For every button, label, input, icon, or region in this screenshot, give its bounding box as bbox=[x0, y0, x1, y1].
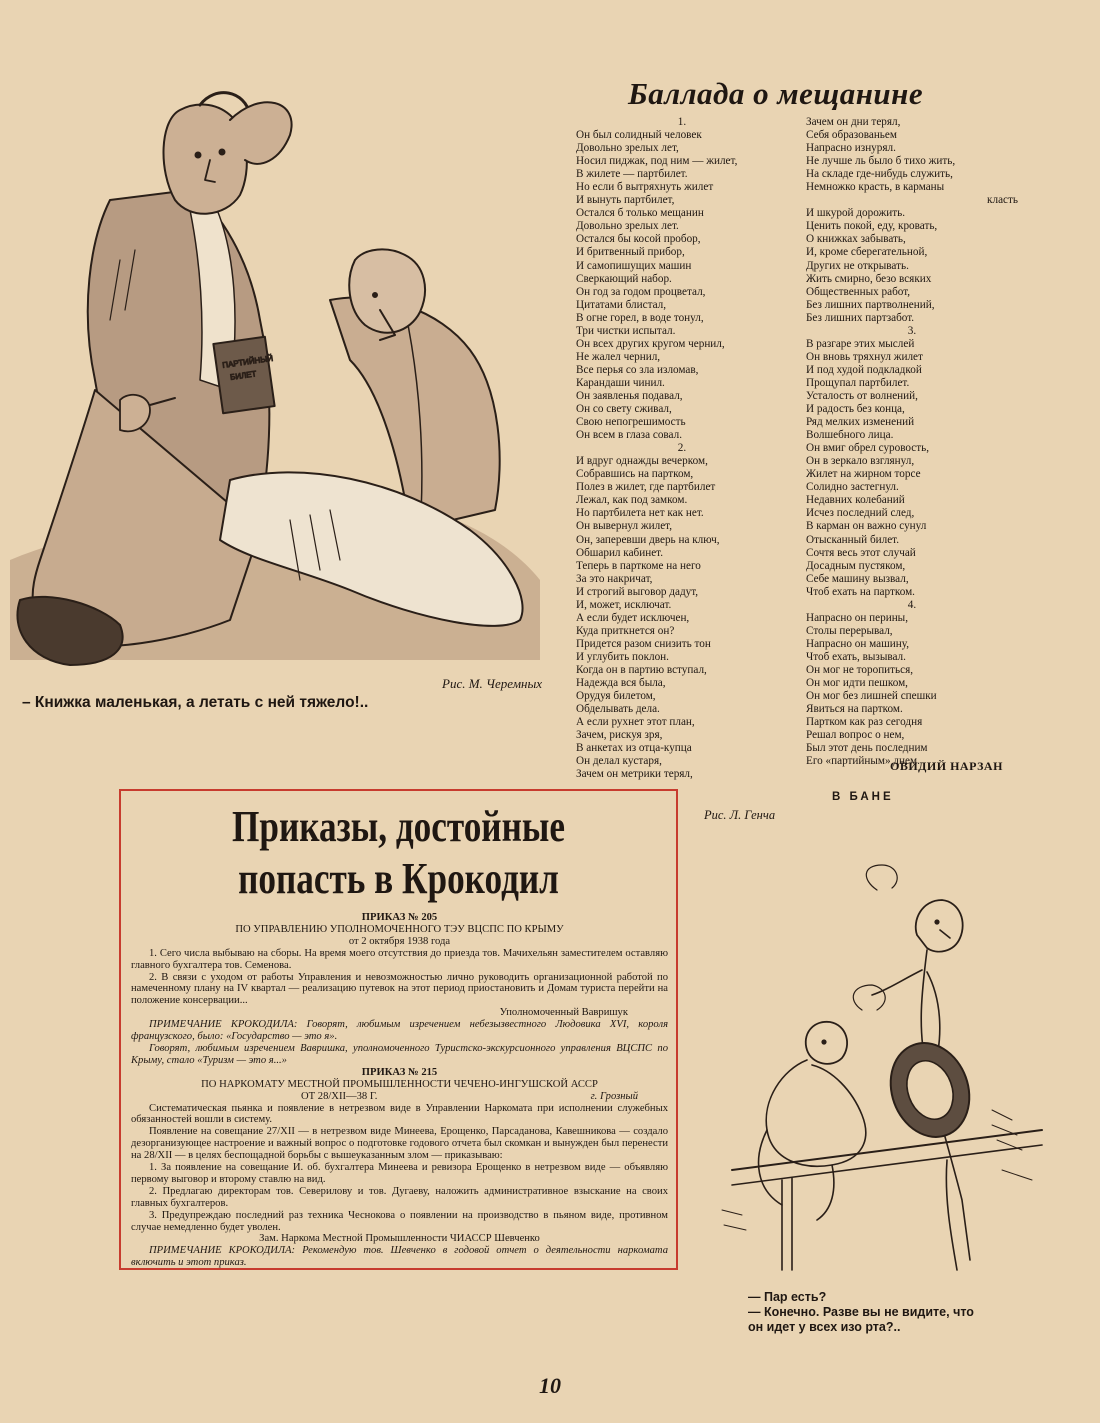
poem-line: Он в зеркало взглянул, bbox=[806, 455, 915, 468]
dialog-line: — Пар есть? bbox=[748, 1290, 827, 1304]
order-paragraph: Систематическая пьянка и появление в нетрезвом виде в Управлении Наркомата при исполнении служебных обязанностей вошли в систему. bbox=[131, 1102, 668, 1126]
poem-line: И, кроме сберегательной, bbox=[806, 246, 928, 259]
poem-line: Был этот день последним bbox=[806, 742, 928, 755]
poem-line: В жилете — партбилет. bbox=[576, 168, 688, 181]
poem-line: Жить смирно, безо всяких bbox=[806, 272, 932, 285]
poem-line: Надежда вся была, bbox=[576, 677, 666, 690]
poem-line: Обделывать дела. bbox=[576, 703, 660, 716]
stanza-number: 4. bbox=[907, 598, 917, 611]
poem-line: И, может, исключат. bbox=[576, 598, 672, 611]
poem-line: Солидно застегнул. bbox=[806, 481, 899, 494]
order-paragraph: 1. Сего числа выбываю на сборы. На время моего отсутствия до приезда тов. Мачихельян заместителем оставляю главного бухгалтера тов. Семенова. bbox=[131, 947, 668, 971]
poem-line: Не жалел чернил, bbox=[576, 350, 661, 363]
poem-line: Остался б только мещанин bbox=[576, 207, 704, 220]
poem-line: Зачем он метрики терял, bbox=[576, 768, 693, 781]
poem-line: Он, заперевши дверь на ключ, bbox=[576, 533, 720, 546]
poem-line: Довольно зрелых лет, bbox=[576, 142, 679, 155]
orders-text bbox=[131, 912, 668, 1269]
orders-title-line: попасть в Крокодил bbox=[238, 854, 559, 903]
stanza-number: 3. bbox=[907, 324, 917, 337]
poem-line: И бритвенный прибор, bbox=[576, 246, 685, 259]
poem-author: ОВИДИЙ НАРЗАН bbox=[890, 759, 1003, 773]
poem-line: Волшебного лица. bbox=[806, 429, 894, 442]
poem-line: В разгаре этих мыслей bbox=[806, 337, 915, 350]
poem-line: Напрасно он машину, bbox=[806, 637, 909, 650]
order-paragraph: 3. Предупреждаю последний раз техника Чеснокова о появлении на производство в пьяном виде, противном случае немедленно будет уволен. bbox=[131, 1209, 668, 1233]
poem-line: Решал вопрос о нем, bbox=[806, 729, 905, 742]
poem-line: И под худой подкладкой bbox=[806, 363, 922, 376]
poem-line: Но если б вытряхнуть жилет bbox=[576, 181, 714, 194]
order-date: от 2 октября 1938 года bbox=[348, 935, 451, 947]
poem-line: Других не открывать. bbox=[806, 259, 909, 272]
poem-line: Теперь в парткоме на него bbox=[576, 559, 701, 572]
poem-line: Сочтя весь этот случай bbox=[806, 546, 916, 559]
book-label: БИЛЕТ bbox=[229, 369, 258, 382]
poem-column-1 bbox=[576, 116, 788, 781]
poem-line: класть bbox=[987, 194, 1018, 207]
poem-line: О книжках забывать, bbox=[806, 233, 906, 246]
dialog-line: — Конечно. Разве вы не видите, что bbox=[748, 1305, 974, 1319]
poem-line: Не лучше ль было б тихо жить, bbox=[806, 155, 956, 168]
ballad-title: Баллада о мещанине bbox=[628, 76, 924, 111]
poem-line: Зачем, рискуя зря, bbox=[576, 729, 663, 742]
page-number: 10 bbox=[539, 1373, 561, 1398]
illustration-credit: Рис. М. Черемных bbox=[442, 676, 543, 691]
poem-line: Он всех других кругом чернил, bbox=[576, 337, 725, 350]
poem-line: Когда он в партию вступал, bbox=[576, 663, 707, 676]
order-date-row bbox=[131, 1091, 668, 1103]
order-heading: ПО НАРКОМАТУ МЕСТНОЙ ПРОМЫШЛЕННОСТИ ЧЕЧЕНО-ИНГУШСКОЙ АССР bbox=[201, 1078, 598, 1090]
book-label: ПАРТИЙНЫЙ bbox=[221, 353, 274, 370]
krokodil-note: Говорят, любимым изречением Вавришка, уполномоченного Туристско-экскурсионного управления ВЦСПС по Крыму, стало «Туризм — это я...» bbox=[131, 1042, 668, 1066]
poem-line: Сверкающий набор. bbox=[576, 272, 672, 285]
poem-line: Он мог без лишней спешки bbox=[806, 690, 937, 703]
poem-line: Столы перерывал, bbox=[806, 624, 893, 637]
poem-line: Чтоб ехать на партком. bbox=[806, 585, 915, 598]
poem-line: Он вывернул жилет, bbox=[576, 520, 673, 533]
poem-line: Карандаши чинил. bbox=[576, 376, 665, 389]
poem-line: Остался бы косой пробор, bbox=[576, 233, 701, 246]
order-signature: Уполномоченный Вавришук bbox=[499, 1007, 628, 1019]
poem-line: Носил пиджак, под ним — жилет, bbox=[576, 155, 738, 168]
poem-line: Общественных работ, bbox=[806, 285, 911, 298]
order-date: ОТ 28/XII—38 Г. bbox=[301, 1090, 378, 1102]
order-paragraph: 2. Предлагаю директорам тов. Северилову и тов. Дугаеву, наложить административное взыскание на своих главных бухгалтеров. bbox=[131, 1185, 668, 1209]
order-paragraph: Появление на совещание 27/XII — в нетрезвом виде Минеева, Ерощенко, Парсаданова, Кавешникова — создало дезорганизующее настроение и важный вопрос о подготовке годового отчета был скомкан и вынужден был перенести на 28/XII — в целях беспощадной борьбы с вышеуказанным злом — приказываю: bbox=[131, 1126, 668, 1162]
krokodil-note: ПРИМЕЧАНИЕ КРОКОДИЛА: Говорят, любимым изречением небезызвестного Людовика XVI, короля французского, было: «Государство — это я». bbox=[131, 1019, 668, 1043]
poem-line: Он делал кустаря, bbox=[576, 755, 662, 768]
order-number: ПРИКАЗ № 205 bbox=[361, 912, 438, 923]
poem-line: Партком как раз сегодня bbox=[806, 716, 923, 729]
poem-line: Немножко красть, в карманы bbox=[806, 181, 945, 194]
poem-line: Он был солидный человек bbox=[576, 129, 702, 142]
poem-line: И углубить поклон. bbox=[576, 650, 669, 663]
orders-box bbox=[119, 789, 678, 1270]
poem-line: А если рухнет этот план, bbox=[576, 716, 695, 729]
order-city: г. Грозный bbox=[590, 1090, 638, 1102]
poem-line: Досадным пустяком, bbox=[806, 559, 906, 572]
poem-line: В анкетах из отца-купца bbox=[576, 742, 692, 755]
poem-line: И радость без конца, bbox=[806, 403, 905, 416]
poem-line: Довольно зрелых лет. bbox=[576, 220, 679, 233]
poem-line: Отысканный билет. bbox=[806, 533, 900, 546]
cartoon-two-men-illustration bbox=[0, 60, 560, 670]
poem-line: Придется разом снизить тон bbox=[576, 637, 711, 650]
poem-line: Он со свету сживал, bbox=[576, 403, 672, 416]
order-paragraph: 2. В связи с уходом от работы Управления и невозможностью лично руководить организационной работой по намеченному плану на IV квартал — реализацию путевок на этот период приостановить и Домам туриста перейти на положение консервации... bbox=[131, 971, 668, 1007]
poem-line: Он вновь тряхнул жилет bbox=[806, 350, 923, 363]
poem-line: Он год за годом процветал, bbox=[576, 285, 706, 298]
krokodil-note: ПРИМЕЧАНИЕ КРОКОДИЛА: Рекомендую тов. Шевченко в годовой отчет о деятельности наркомата включить и этот приказ. bbox=[131, 1245, 668, 1269]
poem-line: Лежал, как под замком. bbox=[576, 494, 688, 507]
poem-line: И шкурой дорожить. bbox=[806, 207, 906, 220]
poem-line: Без лишних партзабот. bbox=[806, 311, 915, 324]
poem-line: За это накричат, bbox=[576, 572, 653, 585]
cartoon-bathhouse-illustration bbox=[712, 860, 1047, 1280]
poem-line: Недавних колебаний bbox=[806, 494, 905, 507]
poem-line: Без лишних партволнений, bbox=[806, 298, 935, 311]
order-paragraph: 1. За появление на совещание И. об. бухгалтера Минеева и ревизора Ерощенко в нетрезвом виде — объявляю первому выговор и второму ставлю на вид. bbox=[131, 1162, 668, 1185]
poem-line: На складе где-нибудь служить, bbox=[806, 168, 953, 181]
poem-line: Собравшись на партком, bbox=[576, 468, 694, 481]
poem-line: Куда приткнется он? bbox=[576, 624, 675, 637]
poem-line: Он вмиг обрел суровость, bbox=[806, 442, 930, 455]
stanza-number: 2. bbox=[677, 442, 687, 455]
poem-line: Напрасно он перины, bbox=[806, 611, 908, 624]
illustration-credit: Рис. Л. Генча bbox=[704, 808, 776, 822]
poem-line: И самопишущих машин bbox=[576, 259, 692, 272]
poem-line: Он всем в глаза совал. bbox=[576, 429, 682, 442]
order-heading: ПО УПРАВЛЕНИЮ УПОЛНОМОЧЕННОГО ТЭУ ВЦСПС ПО КРЫМУ bbox=[235, 923, 564, 935]
poem-line: Его «партийным» днем. bbox=[806, 755, 920, 768]
poem-line: И вынуть партбилет, bbox=[576, 194, 675, 207]
poem-line: Он мог идти пешком, bbox=[806, 677, 908, 690]
poem-line: Прощупал партбилет. bbox=[806, 376, 910, 389]
poem-line: Жилет на жирном торсе bbox=[806, 468, 921, 481]
poem-line: Явиться на партком. bbox=[806, 703, 903, 716]
poem-line: А если будет исключен, bbox=[576, 611, 690, 624]
poem-column-2 bbox=[806, 116, 1018, 768]
bath-cartoon-title: В БАНЕ bbox=[832, 791, 894, 803]
poem-line: Напрасно изнурял. bbox=[806, 142, 896, 155]
poem-line: Три чистки испытал. bbox=[576, 324, 676, 337]
poem-line: Ценить покой, еду, кровать, bbox=[806, 220, 938, 233]
poem-line: И вдруг однажды вечерком, bbox=[576, 455, 708, 468]
poem-line: Все перья со зла изломав, bbox=[576, 363, 699, 376]
poem-line: В огне горел, в воде тонул, bbox=[576, 311, 704, 324]
poem-line: Ряд мелких изменений bbox=[806, 416, 915, 429]
bath-dialog bbox=[748, 1290, 974, 1335]
poem-line: Свою непогрешимость bbox=[576, 416, 686, 429]
orders-title-line: Приказы, достойные bbox=[232, 802, 565, 851]
poem-line: Но партбилета нет как нет. bbox=[576, 507, 704, 520]
poem-line: Обшарил кабинет. bbox=[576, 546, 664, 559]
poem-line: Себя образованьем bbox=[806, 129, 897, 142]
order-number: ПРИКАЗ № 215 bbox=[361, 1066, 438, 1078]
stanza-number: 1. bbox=[677, 116, 687, 128]
poem-line: Он мог не торопиться, bbox=[806, 663, 914, 676]
poem-line: Орудуя билетом, bbox=[576, 690, 656, 703]
illustration-caption: – Книжка маленькая, а летать с ней тяжело!.. bbox=[22, 694, 369, 711]
order-signature: Зам. Наркома Местной Промышленности ЧИАССР Шевченко bbox=[259, 1233, 540, 1245]
poem-line: Он заявленья подавал, bbox=[576, 389, 683, 402]
poem-line: Зачем он дни терял, bbox=[806, 116, 901, 128]
poem-line: Чтоб ехать, вызывал. bbox=[806, 650, 906, 663]
poem-line: В карман он важно сунул bbox=[806, 520, 927, 533]
orders-title bbox=[177, 801, 621, 905]
poem-line: Полез в жилет, где партбилет bbox=[576, 481, 716, 494]
poem-line: Себе машину вызвал, bbox=[806, 572, 909, 585]
poem-line: И строгий выговор дадут, bbox=[576, 585, 699, 598]
poem-line: Цитатами блистал, bbox=[576, 298, 667, 311]
poem-line: Исчез последний след, bbox=[806, 507, 915, 520]
dialog-line: он идет у всех изо рта?.. bbox=[748, 1320, 901, 1334]
poem-line: Усталость от волнений, bbox=[806, 389, 918, 402]
